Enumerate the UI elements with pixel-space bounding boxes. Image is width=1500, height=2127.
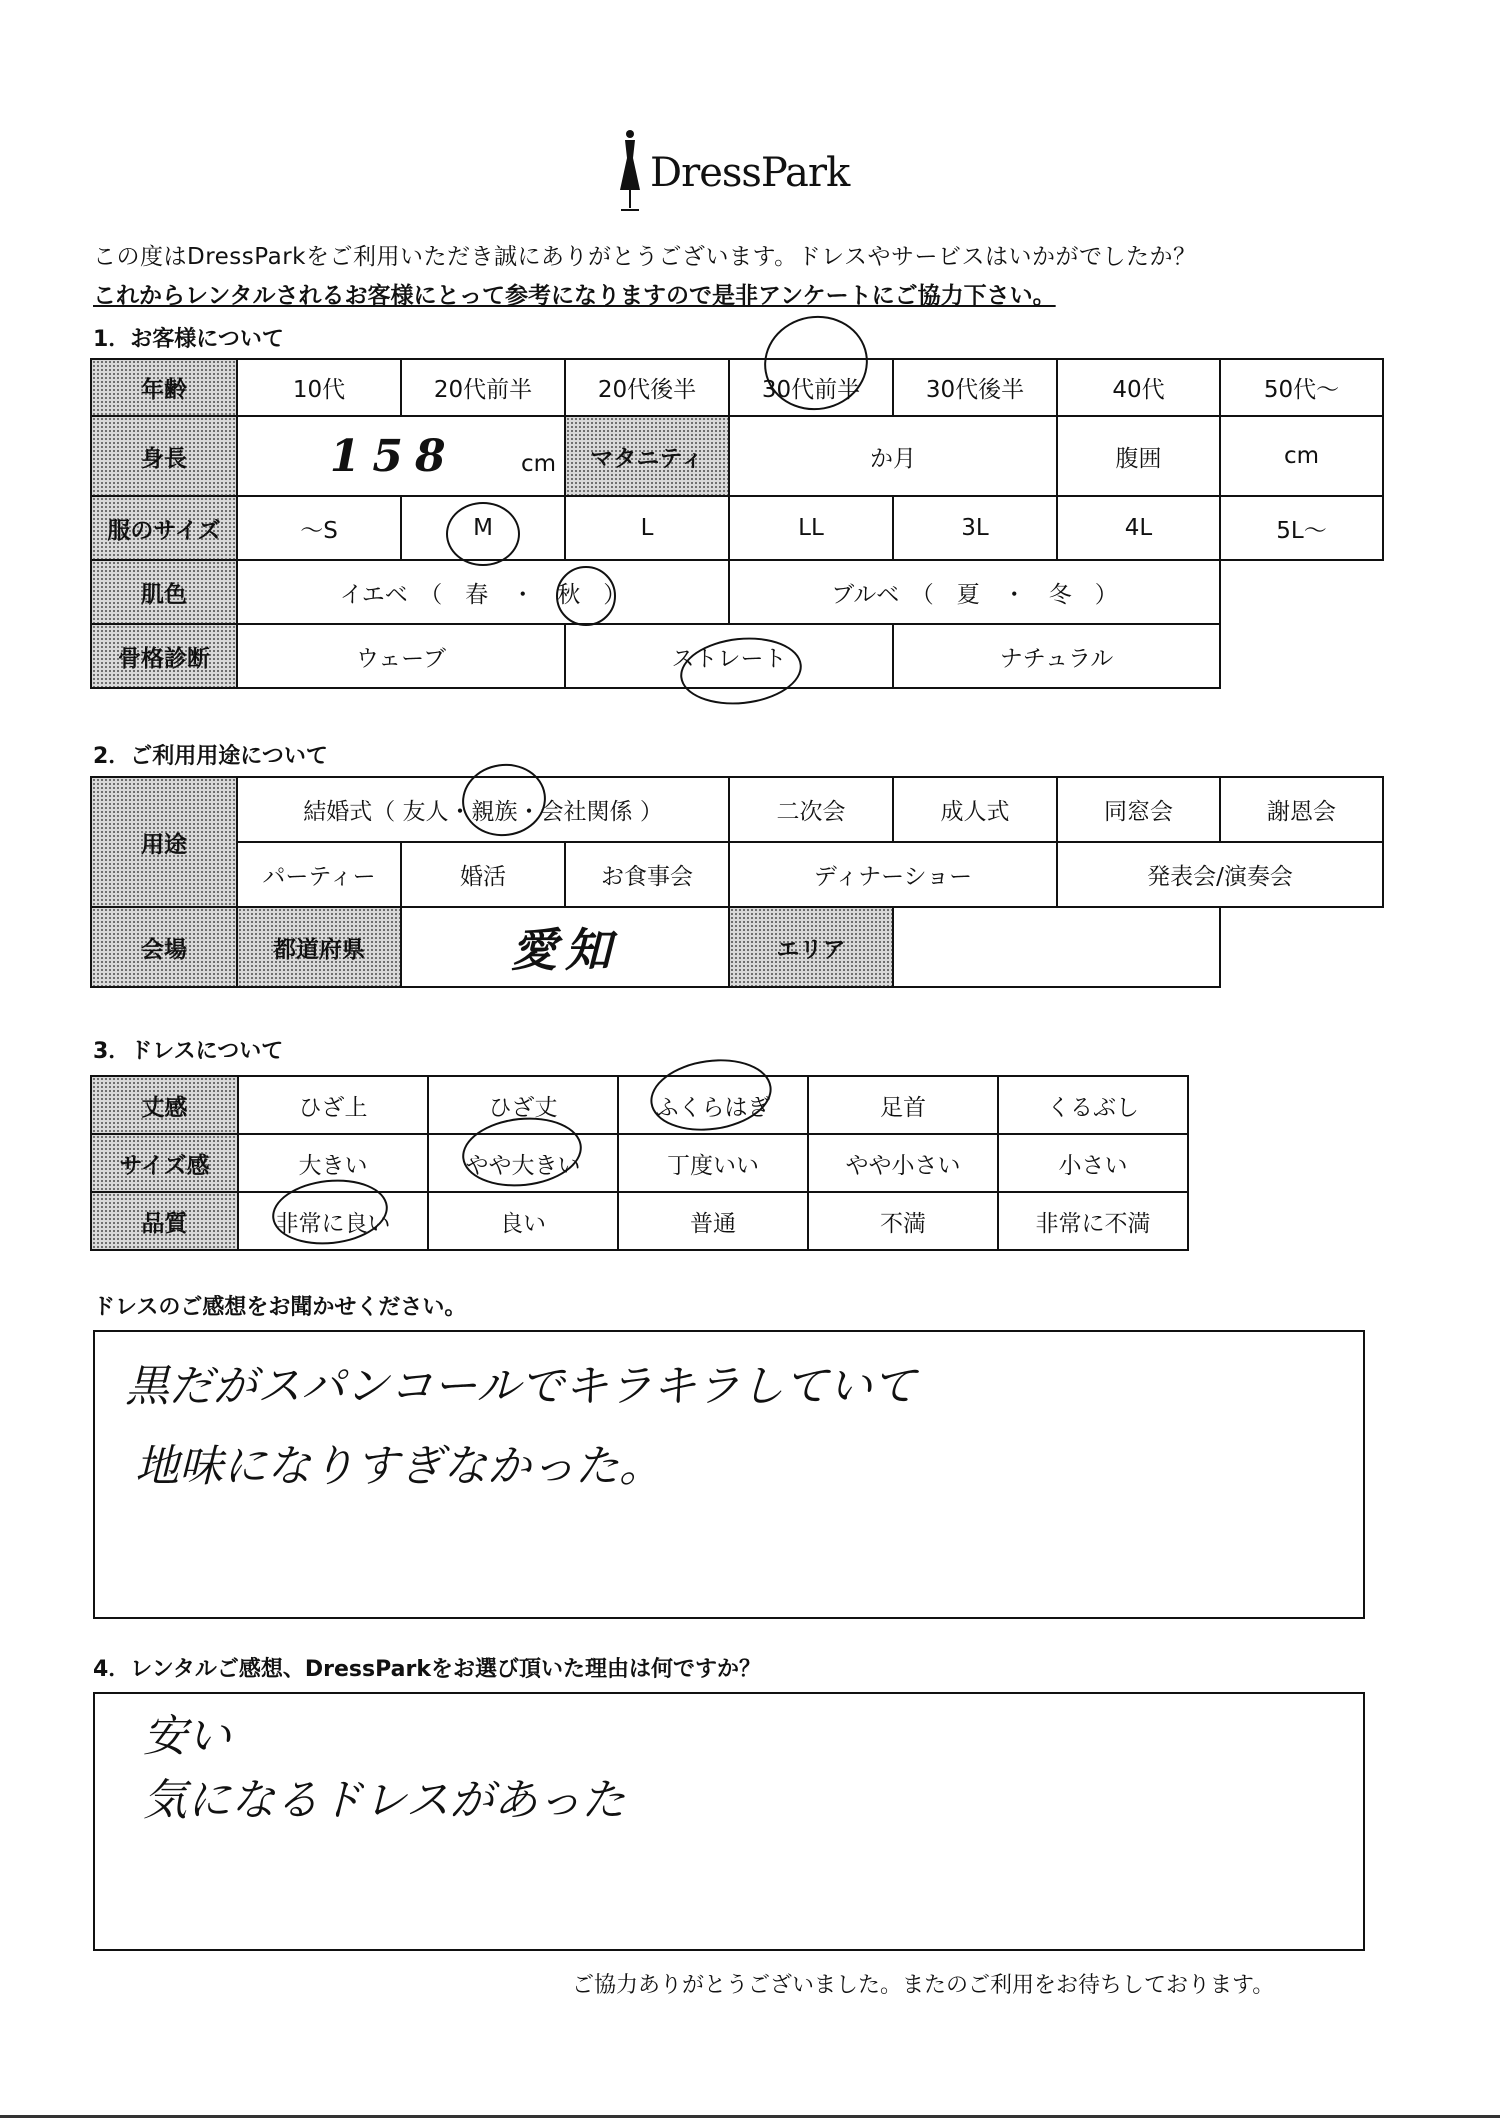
- age-label: 年齢: [91, 359, 237, 416]
- quality-option-selected[interactable]: 非常に良い: [238, 1192, 428, 1250]
- quality-label: 品質: [91, 1192, 238, 1250]
- usage-option[interactable]: 成人式: [893, 777, 1057, 842]
- reason-line: 気になるドレスがあった: [143, 1775, 626, 1826]
- prefecture-value: 愛知: [511, 923, 620, 977]
- area-field[interactable]: [893, 907, 1220, 987]
- age-option[interactable]: 50代～: [1220, 359, 1383, 416]
- dress-mannequin-icon: [610, 128, 650, 218]
- usage-option[interactable]: 婚活: [401, 842, 565, 907]
- fit-option-selected[interactable]: やや大きい: [428, 1134, 618, 1192]
- reason-box[interactable]: [93, 1692, 1365, 1951]
- age-option-selected[interactable]: 30代前半: [729, 359, 893, 416]
- skin-yellow-option[interactable]: イエベ （ 春 ・ 秋 ）: [237, 560, 729, 624]
- length-option[interactable]: ひざ丈: [428, 1076, 618, 1134]
- age-option[interactable]: 20代後半: [565, 359, 729, 416]
- impression-prompt: ドレスのご感想をお聞かせください。: [93, 1295, 467, 1320]
- reason-line: 安い: [143, 1711, 231, 1762]
- quality-option[interactable]: 普通: [618, 1192, 808, 1250]
- frame-option[interactable]: ナチュラル: [893, 624, 1220, 688]
- maternity-label: マタニティ: [565, 416, 729, 496]
- blank-cell: [1220, 560, 1383, 624]
- age-option[interactable]: 10代: [237, 359, 401, 416]
- fit-option[interactable]: やや小さい: [808, 1134, 998, 1192]
- selection-circle-skin: [556, 566, 616, 626]
- section4-title: 4．レンタルご感想、DressParkをお選び頂いた理由は何ですか？: [93, 1657, 761, 1682]
- frame-option-selected[interactable]: ストレート: [565, 624, 893, 688]
- size-option[interactable]: L: [565, 496, 729, 560]
- length-option[interactable]: 足首: [808, 1076, 998, 1134]
- size-option-selected[interactable]: M: [401, 496, 565, 560]
- intro-request: これからレンタルされるお客様にとって参考になりますので是非アンケートにご協力下さい。: [93, 283, 1056, 309]
- impression-box[interactable]: [93, 1330, 1365, 1619]
- age-option[interactable]: 20代前半: [401, 359, 565, 416]
- fit-option[interactable]: 丁度いい: [618, 1134, 808, 1192]
- usage-option[interactable]: 同窓会: [1057, 777, 1220, 842]
- maternity-field[interactable]: [729, 416, 1057, 496]
- fit-label: サイズ感: [91, 1134, 238, 1192]
- venue-label: 会場: [91, 907, 237, 987]
- length-option[interactable]: くるぶし: [998, 1076, 1188, 1134]
- waist-unit: cm: [1283, 443, 1320, 469]
- section2-title: 2．ご利用用途について: [93, 744, 328, 769]
- impression-line: 地味になりすぎなかった。: [135, 1441, 663, 1492]
- waist-label: 腹囲: [1057, 416, 1220, 496]
- impression-line: 黒だがスパンコールでキラキラしていて: [125, 1361, 917, 1412]
- quality-option[interactable]: 非常に不満: [998, 1192, 1188, 1250]
- skin-label: 肌色: [91, 560, 237, 624]
- scan-edge-line: [0, 2115, 1500, 2118]
- length-label: 丈感: [91, 1076, 238, 1134]
- usage-option[interactable]: パーティー: [237, 842, 401, 907]
- height-field[interactable]: [237, 416, 565, 496]
- usage-option[interactable]: 発表会/演奏会: [1057, 842, 1383, 907]
- usage-option[interactable]: 二次会: [729, 777, 893, 842]
- section1-title: 1．お客様について: [93, 327, 284, 352]
- blank-cell: [1220, 907, 1383, 987]
- skin-blue-option[interactable]: ブルベ （ 夏 ・ 冬 ）: [729, 560, 1220, 624]
- prefecture-field[interactable]: [401, 907, 729, 987]
- size-option[interactable]: ～S: [237, 496, 401, 560]
- height-unit: cm: [520, 450, 556, 477]
- age-option[interactable]: 40代: [1057, 359, 1220, 416]
- size-label: 服のサイズ: [91, 496, 237, 560]
- usage-option[interactable]: 謝恩会: [1220, 777, 1383, 842]
- fit-option[interactable]: 小さい: [998, 1134, 1188, 1192]
- frame-option[interactable]: ウェーブ: [237, 624, 565, 688]
- blank-cell: [1220, 624, 1383, 688]
- dresspark-logo: [610, 128, 870, 218]
- frame-label: 骨格診断: [91, 624, 237, 688]
- intro-text: この度はDressParkをご利用いただき誠にありがとうございます。ドレスやサービスはいかがでしたか？: [93, 244, 1197, 270]
- usage-option[interactable]: ディナーショー: [729, 842, 1057, 907]
- closing-message: ご協力ありがとうございました。またのご利用をお待ちしております。: [572, 1973, 1275, 1998]
- selection-circle-size: [446, 502, 520, 566]
- size-option[interactable]: LL: [729, 496, 893, 560]
- quality-option[interactable]: 良い: [428, 1192, 618, 1250]
- length-option-selected[interactable]: ふくらはぎ: [618, 1076, 808, 1134]
- height-value: 158: [329, 430, 458, 482]
- height-label: 身長: [91, 416, 237, 496]
- quality-option[interactable]: 不満: [808, 1192, 998, 1250]
- area-label: エリア: [729, 907, 893, 987]
- usage-option[interactable]: お食事会: [565, 842, 729, 907]
- waist-field[interactable]: [1220, 416, 1383, 496]
- logo-text: DressPark: [650, 150, 850, 196]
- usage-option-wedding[interactable]: 結婚式（ 友人・親族・会社関係 ）: [237, 777, 729, 842]
- size-option[interactable]: 4L: [1057, 496, 1220, 560]
- age-option[interactable]: 30代後半: [893, 359, 1057, 416]
- usage-label: 用途: [91, 777, 237, 907]
- size-option[interactable]: 5L～: [1220, 496, 1383, 560]
- maternity-unit: か月: [870, 445, 916, 472]
- prefecture-label: 都道府県: [237, 907, 401, 987]
- fit-option[interactable]: 大きい: [238, 1134, 428, 1192]
- size-option[interactable]: 3L: [893, 496, 1057, 560]
- dress-table: [90, 1075, 1189, 1251]
- section3-title: 3．ドレスについて: [93, 1039, 284, 1064]
- usage-table: [90, 776, 1384, 988]
- length-option[interactable]: ひざ上: [238, 1076, 428, 1134]
